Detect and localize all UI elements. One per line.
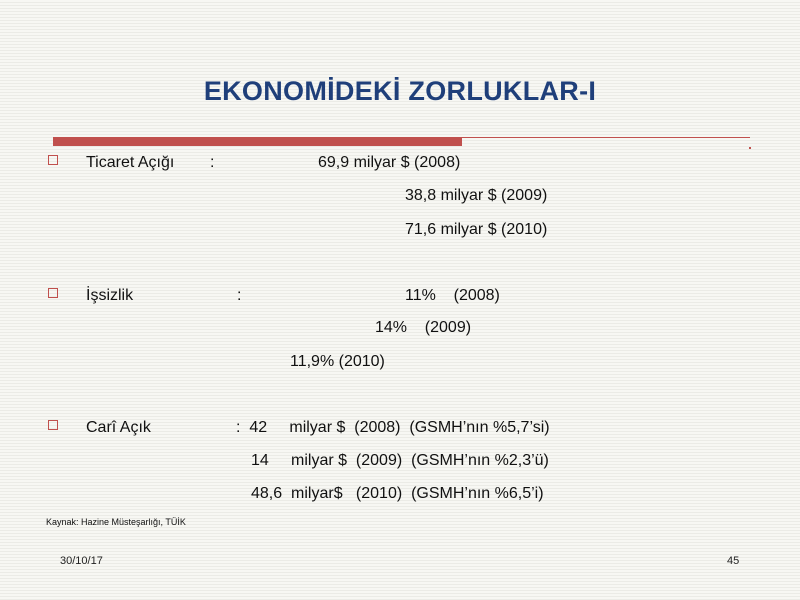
cari-value-2009: 14 milyar $ (2009) (GSMH’nın %2,3’ü)	[251, 452, 549, 469]
bullet-square-icon	[48, 288, 58, 298]
ticaret-label: Ticaret Açığı	[86, 154, 175, 171]
footer-page-number: 45	[727, 555, 740, 567]
footer-date: 30/10/17	[60, 555, 103, 567]
cari-value-2010: 48,6 milyar$ (2010) (GSMH’nın %6,5’i)	[251, 485, 544, 502]
title-underline-dot	[749, 147, 751, 149]
issizlik-label: İşsizlik	[86, 287, 134, 304]
source-note: Kaynak: Hazine Müsteşarlığı, TÜİK	[46, 517, 186, 527]
cari-value-2008: : 42 milyar $ (2008) (GSMH’nın %5,7’si)	[236, 419, 550, 436]
issizlik-value-2010: 11,9% (2010)	[290, 353, 385, 370]
issizlik-value-2008: 11% (2008)	[405, 287, 500, 304]
ticaret-value-2008: 69,9 milyar $ (2008)	[318, 154, 461, 171]
title-underline-bar	[53, 137, 462, 146]
slide-title: EKONOMİDEKİ ZORLUKLAR-I	[203, 76, 597, 106]
title-underline-line	[462, 137, 750, 138]
ticaret-value-2009: 38,8 milyar $ (2009)	[405, 187, 548, 204]
bullet-square-icon	[48, 155, 58, 165]
issizlik-value-2009: 14% (2009)	[375, 319, 472, 336]
ticaret-colon: :	[210, 154, 215, 171]
issizlik-colon: :	[237, 287, 242, 304]
cari-label: Carî Açık	[86, 419, 151, 436]
bullet-square-icon	[48, 420, 58, 430]
ticaret-value-2010: 71,6 milyar $ (2010)	[405, 221, 548, 238]
